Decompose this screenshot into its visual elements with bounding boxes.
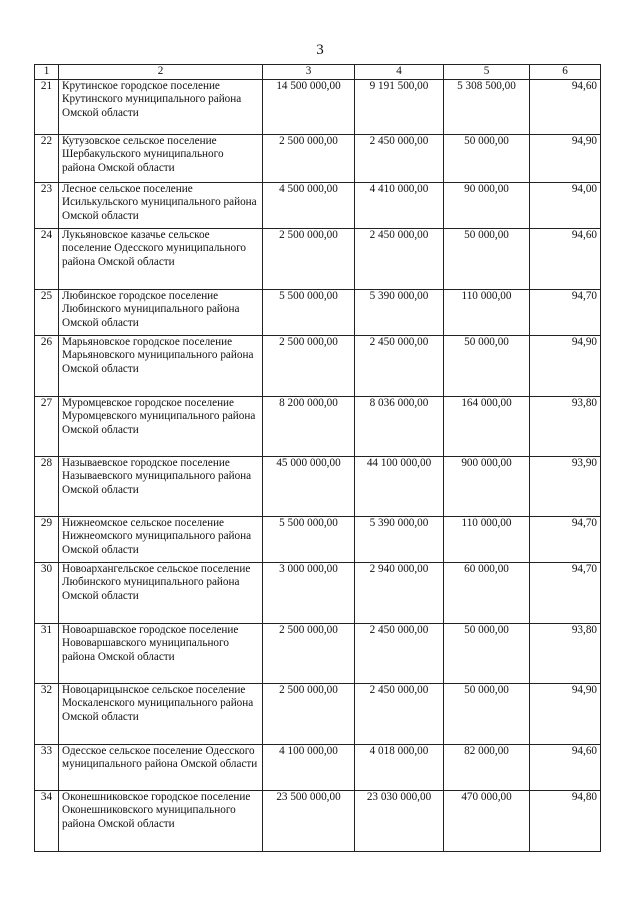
value-col-5: 82 000,00 xyxy=(444,744,530,790)
value-col-5: 164 000,00 xyxy=(444,396,530,456)
row-number: 34 xyxy=(35,790,59,851)
table-row xyxy=(35,134,601,182)
table-row xyxy=(35,790,601,851)
value-col-5: 60 000,00 xyxy=(444,562,530,623)
row-number: 29 xyxy=(35,516,59,562)
percent-col-6: 93,80 xyxy=(530,623,601,683)
value-col-5: 50 000,00 xyxy=(444,228,530,289)
percent-col-6: 94,60 xyxy=(530,228,601,289)
table-row xyxy=(35,289,601,335)
value-col-4: 23 030 000,00 xyxy=(355,790,444,851)
percent-col-6: 94,60 xyxy=(530,79,601,134)
row-number: 26 xyxy=(35,335,59,396)
settlement-name: Новоархангельское сельское поселение Любинского муниципального района Омской области xyxy=(59,562,263,623)
percent-col-6: 93,90 xyxy=(530,456,601,516)
value-col-4: 2 450 000,00 xyxy=(355,683,444,744)
settlement-name: Кутузовское сельское поселение Шербакульского муниципального района Омской области xyxy=(59,134,263,182)
settlement-name: Муромцевское городское поселение Муромцевского муниципального района Омской области xyxy=(59,396,263,456)
table-row xyxy=(35,335,601,396)
percent-col-6: 94,80 xyxy=(530,790,601,851)
settlement-name: Крутинское городское поселение Крутинского муниципального района Омской области xyxy=(59,79,263,134)
table-row xyxy=(35,516,601,562)
value-col-4: 5 390 000,00 xyxy=(355,289,444,335)
value-col-4: 4 410 000,00 xyxy=(355,182,444,228)
value-col-4: 4 018 000,00 xyxy=(355,744,444,790)
value-col-5: 50 000,00 xyxy=(444,623,530,683)
value-col-5: 50 000,00 xyxy=(444,134,530,182)
value-col-3: 23 500 000,00 xyxy=(263,790,355,851)
table-row xyxy=(35,623,601,683)
settlement-name: Марьяновское городское поселение Марьяновского муниципального района Омской области xyxy=(59,335,263,396)
value-col-5: 50 000,00 xyxy=(444,335,530,396)
percent-col-6: 94,90 xyxy=(530,134,601,182)
data-table xyxy=(34,64,601,852)
settlement-name: Лукьяновское казачье сельское поселение Одесского муниципального района Омской области xyxy=(59,228,263,289)
row-number: 32 xyxy=(35,683,59,744)
value-col-4: 8 036 000,00 xyxy=(355,396,444,456)
row-number: 25 xyxy=(35,289,59,335)
value-col-4: 44 100 000,00 xyxy=(355,456,444,516)
value-col-5: 470 000,00 xyxy=(444,790,530,851)
value-col-3: 2 500 000,00 xyxy=(263,335,355,396)
settlement-name: Любинское городское поселение Любинского муниципального района Омской области xyxy=(59,289,263,335)
settlement-name: Одесское сельское поселение Одесского муниципального района Омской области xyxy=(59,744,263,790)
value-col-5: 90 000,00 xyxy=(444,182,530,228)
table-row xyxy=(35,744,601,790)
percent-col-6: 94,60 xyxy=(530,744,601,790)
value-col-5: 110 000,00 xyxy=(444,289,530,335)
value-col-3: 4 100 000,00 xyxy=(263,744,355,790)
page-number: 3 xyxy=(316,42,324,58)
value-col-3: 3 000 000,00 xyxy=(263,562,355,623)
row-number: 27 xyxy=(35,396,59,456)
value-col-4: 2 450 000,00 xyxy=(355,134,444,182)
value-col-5: 110 000,00 xyxy=(444,516,530,562)
row-number: 22 xyxy=(35,134,59,182)
value-col-3: 5 500 000,00 xyxy=(263,289,355,335)
value-col-3: 14 500 000,00 xyxy=(263,79,355,134)
settlement-name: Нижнеомское сельское поселение Нижнеомского муниципального района Омской области xyxy=(59,516,263,562)
settlement-name: Новоаршавское городское поселение Нововаршавского муниципального района Омской области xyxy=(59,623,263,683)
row-number: 24 xyxy=(35,228,59,289)
row-number: 33 xyxy=(35,744,59,790)
table-header-row xyxy=(35,65,601,80)
row-number: 23 xyxy=(35,182,59,228)
table-row xyxy=(35,562,601,623)
row-number: 28 xyxy=(35,456,59,516)
value-col-4: 2 450 000,00 xyxy=(355,228,444,289)
settlement-name: Лесное сельское поселение Исилькульского муниципального района Омской области xyxy=(59,182,263,228)
header-col-3: 3 xyxy=(263,65,355,80)
value-col-4: 5 390 000,00 xyxy=(355,516,444,562)
table-row xyxy=(35,396,601,456)
percent-col-6: 94,70 xyxy=(530,562,601,623)
value-col-3: 2 500 000,00 xyxy=(263,134,355,182)
table-row xyxy=(35,683,601,744)
value-col-3: 2 500 000,00 xyxy=(263,228,355,289)
value-col-3: 45 000 000,00 xyxy=(263,456,355,516)
table-row xyxy=(35,79,601,134)
table-row xyxy=(35,456,601,516)
value-col-4: 2 450 000,00 xyxy=(355,623,444,683)
value-col-3: 8 200 000,00 xyxy=(263,396,355,456)
value-col-3: 2 500 000,00 xyxy=(263,623,355,683)
settlement-name: Новоцарицынское сельское поселение Москаленского муниципального района Омской области xyxy=(59,683,263,744)
header-col-6: 6 xyxy=(530,65,601,80)
row-number: 21 xyxy=(35,79,59,134)
value-col-3: 2 500 000,00 xyxy=(263,683,355,744)
value-col-4: 2 940 000,00 xyxy=(355,562,444,623)
header-col-4: 4 xyxy=(355,65,444,80)
value-col-5: 900 000,00 xyxy=(444,456,530,516)
row-number: 31 xyxy=(35,623,59,683)
percent-col-6: 94,70 xyxy=(530,516,601,562)
value-col-3: 5 500 000,00 xyxy=(263,516,355,562)
percent-col-6: 94,70 xyxy=(530,289,601,335)
header-col-1: 1 xyxy=(35,65,59,80)
value-col-5: 50 000,00 xyxy=(444,683,530,744)
value-col-4: 2 450 000,00 xyxy=(355,335,444,396)
percent-col-6: 94,90 xyxy=(530,335,601,396)
table-row xyxy=(35,228,601,289)
header-col-5: 5 xyxy=(444,65,530,80)
percent-col-6: 94,90 xyxy=(530,683,601,744)
percent-col-6: 93,80 xyxy=(530,396,601,456)
settlement-name: Называевское городское поселение Называевского муниципального района Омской области xyxy=(59,456,263,516)
value-col-4: 9 191 500,00 xyxy=(355,79,444,134)
value-col-5: 5 308 500,00 xyxy=(444,79,530,134)
table-row xyxy=(35,182,601,228)
value-col-3: 4 500 000,00 xyxy=(263,182,355,228)
row-number: 30 xyxy=(35,562,59,623)
percent-col-6: 94,00 xyxy=(530,182,601,228)
settlement-name: Оконешниковское городское поселение Оконешниковского муниципального района Омской области xyxy=(59,790,263,851)
header-col-2: 2 xyxy=(59,65,263,80)
